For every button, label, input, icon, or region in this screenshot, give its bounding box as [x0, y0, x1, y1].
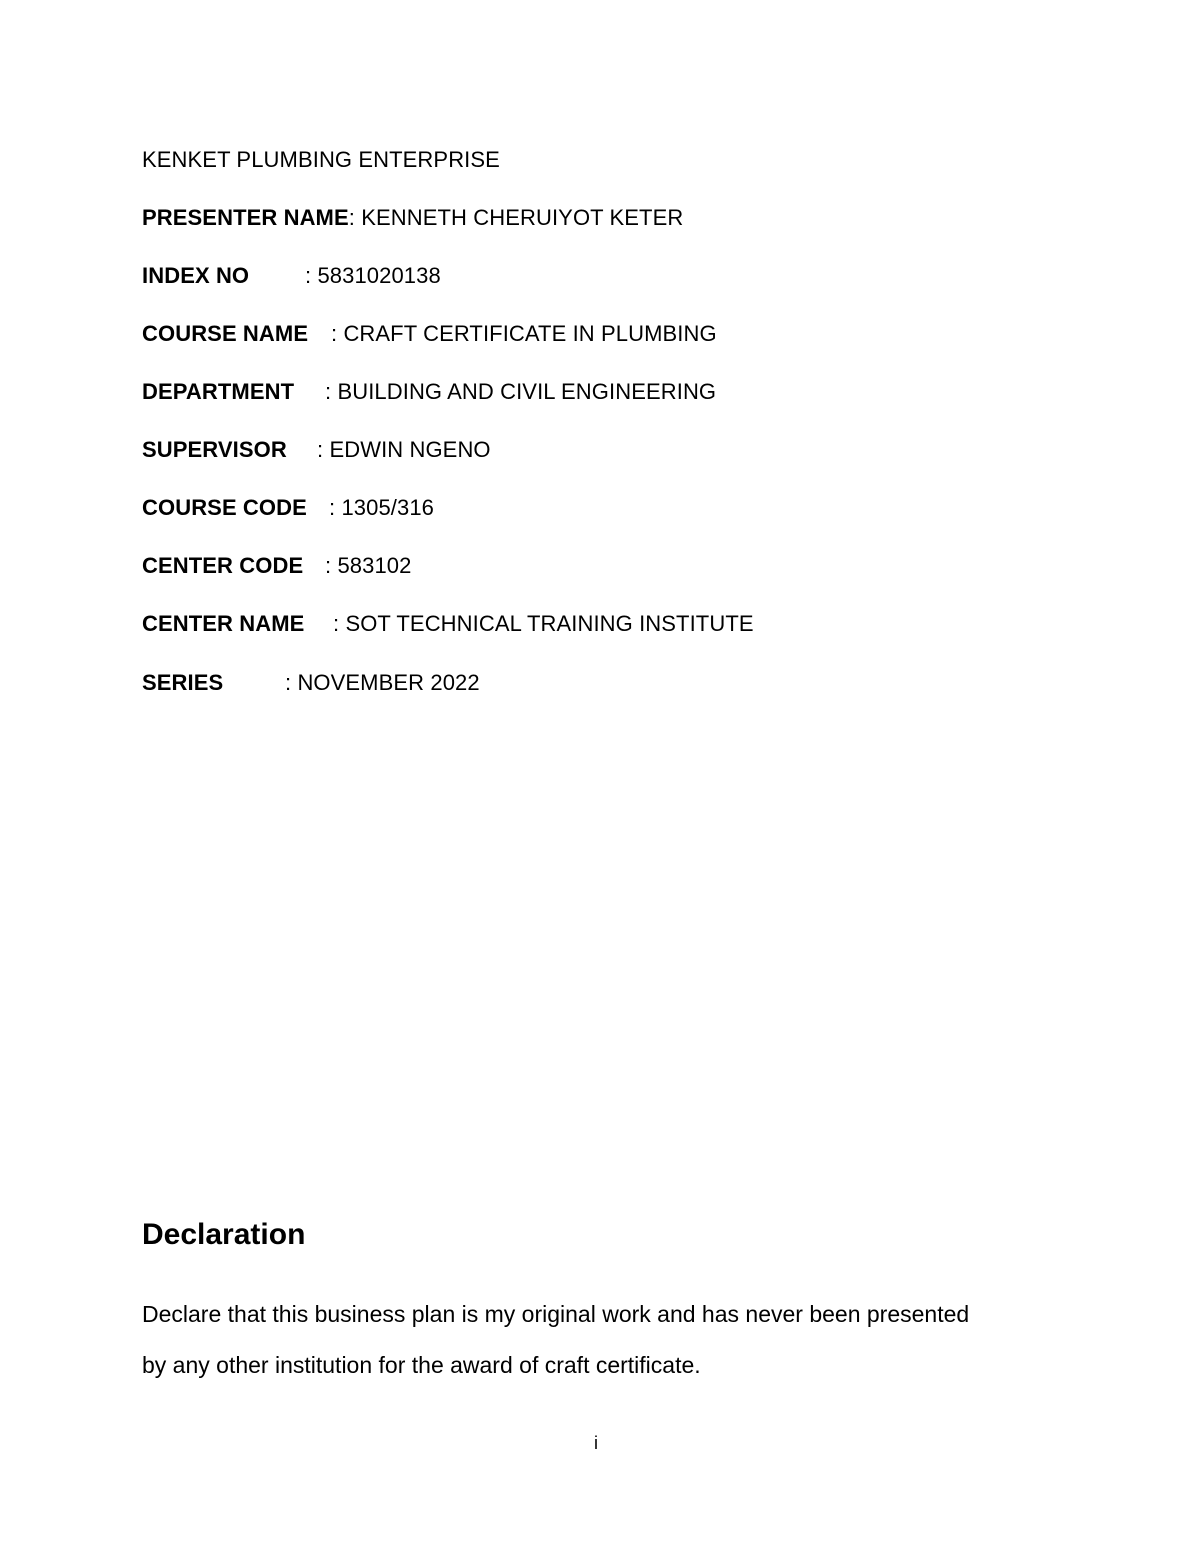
field-label: PRESENTER NAME	[142, 205, 349, 230]
field-value: 5831020138	[317, 263, 441, 288]
field-label: DEPARTMENT	[142, 379, 295, 404]
field-value: SOT TECHNICAL TRAINING INSTITUTE	[345, 611, 754, 636]
field-label: SUPERVISOR	[142, 437, 287, 462]
field-separator: :	[329, 495, 342, 520]
field-label: SERIES	[142, 670, 224, 695]
field-label: INDEX NO	[142, 263, 250, 288]
field-separator: :	[305, 263, 318, 288]
field-label: CENTER CODE	[142, 553, 304, 578]
enterprise-name: KENKET PLUMBING ENTERPRISE	[142, 147, 500, 172]
field-index-no	[142, 262, 441, 290]
declaration-text-line-1: Declare that this business plan is my original work and has never been presented	[142, 1301, 970, 1327]
field-course-code	[142, 494, 434, 522]
field-center-code	[142, 552, 411, 580]
field-value: EDWIN NGENO	[329, 437, 491, 462]
field-course-name	[142, 320, 717, 348]
field-label: COURSE CODE	[142, 495, 307, 520]
field-value: KENNETH CHERUIYOT KETER	[361, 205, 684, 230]
field-value: 583102	[337, 553, 412, 578]
field-value: 1305/316	[341, 495, 434, 520]
field-value: CRAFT CERTIFICATE IN PLUMBING	[343, 321, 717, 346]
declaration-text-line-2: by any other institution for the award of craft certificate.	[142, 1352, 701, 1378]
field-separator: :	[325, 553, 338, 578]
field-label: COURSE NAME	[142, 321, 309, 346]
field-separator: :	[285, 670, 298, 695]
field-value: NOVEMBER 2022	[297, 670, 480, 695]
field-presenter-name	[142, 204, 683, 232]
field-supervisor	[142, 436, 491, 464]
field-separator: :	[331, 321, 344, 346]
page-number: i	[594, 1433, 598, 1453]
field-series	[142, 669, 480, 697]
declaration-heading: Declaration	[142, 1218, 306, 1251]
field-separator: :	[333, 611, 346, 636]
field-department	[142, 378, 716, 406]
field-separator: :	[317, 437, 330, 462]
field-separator: :	[325, 379, 338, 404]
field-separator: :	[348, 205, 362, 230]
field-value: BUILDING AND CIVIL ENGINEERING	[337, 379, 717, 404]
field-center-name	[142, 610, 754, 638]
field-label: CENTER NAME	[142, 611, 305, 636]
